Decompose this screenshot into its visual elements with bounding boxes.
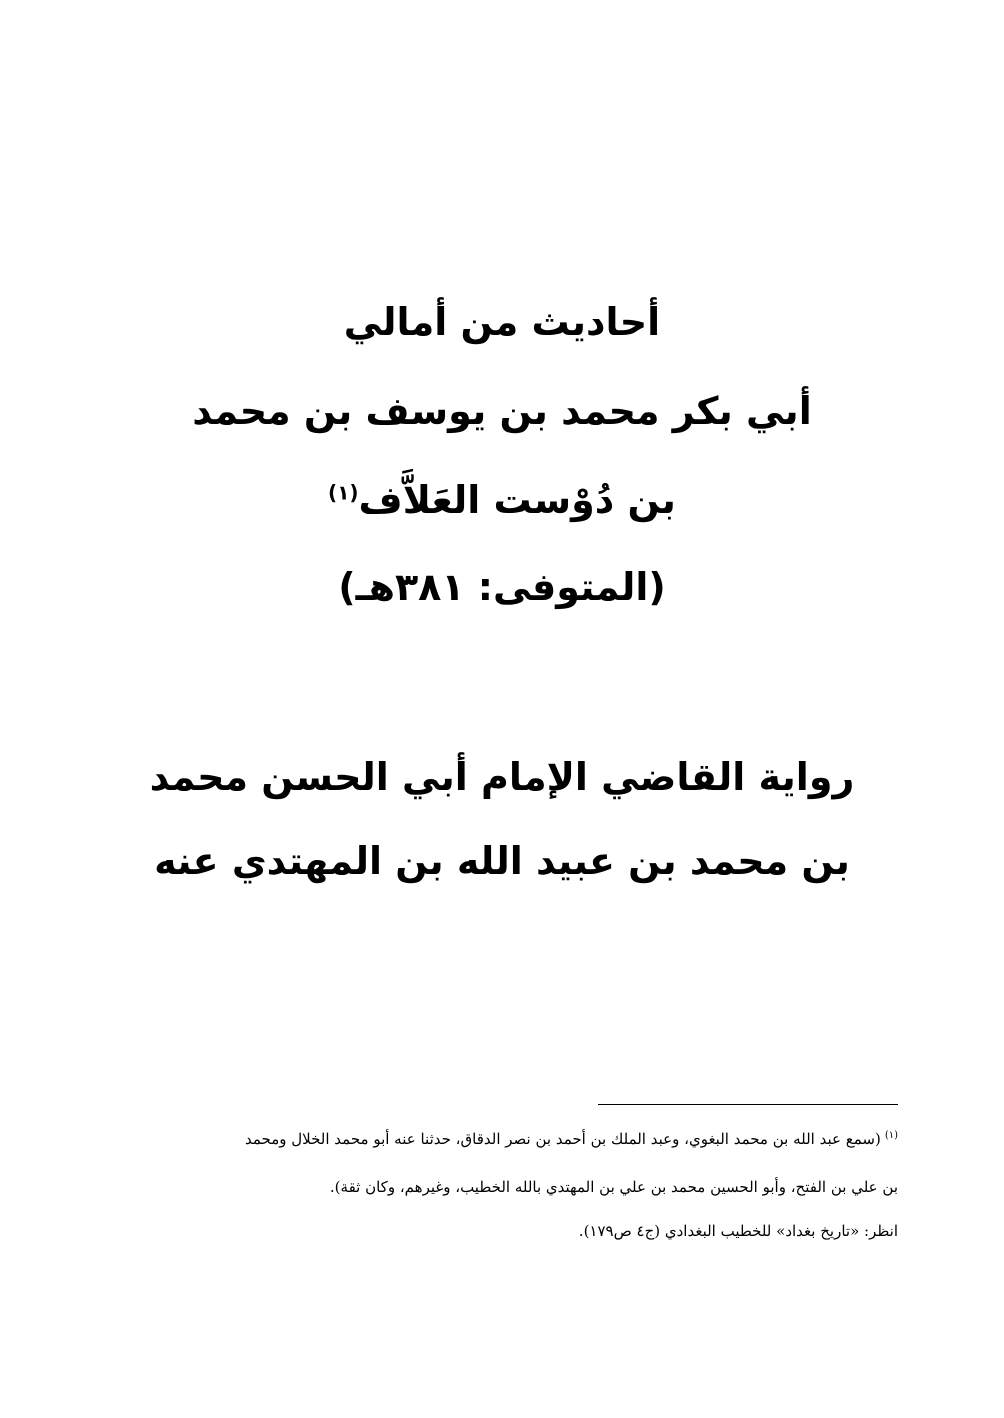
footnote-line-1-text: (سمع عبد الله بن محمد البغوي، وعبد الملك بن أحمد بن نصر الدقاق، حدثنا عنه أبو محمد الخلال ومحمد — [244, 1130, 881, 1148]
footnote-line-3: انظر: «تاريخ بغداد» للخطيب البغدادي (ج٤ ص١٧٩). — [578, 1222, 898, 1240]
book-title-line-2: أبي بكر محمد بن يوسف بن محمد — [192, 389, 812, 433]
narration-line-2: بن محمد بن عبيد الله بن المهتدي عنه — [154, 839, 850, 883]
footnote-line-2: بن علي بن الفتح، وأبو الحسين محمد بن علي بن المهتدي بالله الخطيب، وغيرهم، وكان ثقة). — [329, 1178, 898, 1196]
book-title-line-3 — [130, 470, 874, 530]
book-title-line-1: أحاديث من أمالي — [343, 300, 661, 344]
narration-line-1: رواية القاضي الإمام أبي الحسن محمد — [149, 755, 855, 799]
death-date: (المتوفى: ٣٨١هـ) — [338, 565, 666, 609]
footnote-divider — [598, 1104, 898, 1105]
book-title-line-3-text: بن دُوْست العَلاَّف — [358, 478, 676, 522]
footnote-reference[interactable]: (١) — [328, 480, 359, 505]
footnote-line-1 — [108, 1128, 898, 1150]
footnote-marker: (١) — [884, 1130, 898, 1141]
